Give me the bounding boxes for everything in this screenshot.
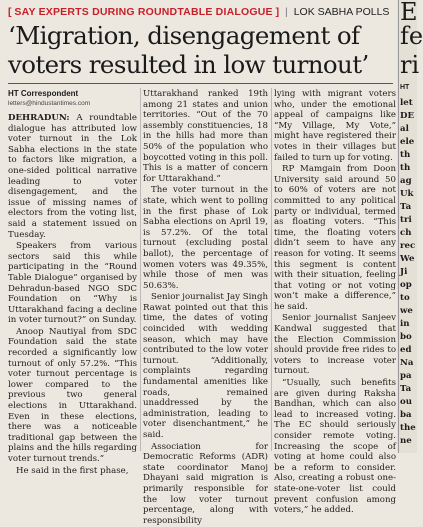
byline-email: letters@hindustantimes.com (8, 100, 91, 107)
edge-text-fragment: tri (400, 215, 412, 225)
paragraph: The voter turnout in the state, which went to polling in the first phase of Lok Sabha elections on April 19, is 57.2%. Of the total turnout (excluding postal ballot), the percentage of women voters was 49.35%, while those of men was 50.63%. (143, 185, 268, 291)
edge-text-fragment: Ta (400, 384, 412, 394)
edge-text-fragment: rec (400, 241, 416, 251)
edge-separator (398, 0, 399, 453)
paragraph: Uttarakhand ranked 19th among 21 states and union territories. “Out of the 70 assembly constituencies, 18 in the hills had more than 50% of the population who boycotted voting in this poll. This is a matter of concern for Uttarakhand.” (143, 89, 268, 184)
adjacent-article-edge (397, 0, 423, 453)
column-divider (140, 88, 141, 451)
edge-text-fragment: al (400, 124, 409, 134)
edge-text-fragment: to (400, 293, 410, 303)
headline (8, 21, 393, 79)
paragraph-text: A roundtable dialogue has attributed low voter turnout in the Lok Sabha elections in the state to factors like migration, a one-sided political narrative leading to voter disengagement, and the issue of missing names of electors from the voting list, said a statement issued on Tuesday. (8, 113, 138, 240)
kicker-close-bracket: ] (275, 6, 280, 18)
edge-text-fragment: th (400, 150, 411, 160)
edge-text-fragment: ou (400, 397, 412, 407)
edge-text-fragment: we (400, 306, 413, 316)
edge-text-fragment: Ta (400, 202, 412, 212)
paragraph: “Usually, such benefits are given during Raksha Bandhan, which can also lead to increased voting. The EC should seriously consider remote voting. Increasing the scope of voting at home could also be a reform to consider. Also, creating a robust one-state-one-voter list could prevent confusion among voters,” he added. (274, 378, 396, 516)
headline-line-2: voters resulted in low turnout’ (8, 50, 369, 79)
paragraph: Senior journalist Sanjeev Kandwal suggested that the Election Commission should provide free rides to voters to increase voter turnout. (274, 313, 396, 377)
edge-text-fragment: ch (400, 228, 412, 238)
edge-text-fragment: Ji (400, 267, 408, 277)
paragraph: Senior journalist Jay Singh Rawat pointed out that this time, the dates of voting coincided with wedding season, which may have contributed to the low voter turnout. “Additionally, complaints regarding fundamental amenities like roads, remained unaddressed by the administration, leading to voter disenchantment,” he said. (143, 292, 268, 440)
edge-text-fragment: th (400, 163, 411, 173)
paragraph (8, 113, 137, 240)
edge-text-fragment: ba (400, 410, 412, 420)
edge-headline-fragment: fe (400, 22, 423, 50)
edge-text-fragment: pa (400, 371, 412, 381)
edge-text-fragment: bo (400, 332, 412, 342)
edge-text-fragment: the (400, 423, 416, 433)
edge-text-fragment: in (400, 319, 410, 329)
article-column-2 (143, 89, 268, 527)
paragraph: Association for Democratic Reforms (ADR) state coordinator Manoj Dhayani said migration is primarily responsible for the low voter turnout percentage, along with responsibility (143, 441, 268, 526)
edge-byline-fragment: HT (400, 84, 410, 91)
edge-text-fragment: Uk (400, 189, 414, 199)
edge-text-fragment: DE (400, 111, 415, 121)
paragraph: Anoop Nautiyal from SDC Foundation said the state recorded a significantly low turnout of only 57.2%. “This voter turnout percentage is lower compared to the previous two general elections in Uttarakhand. Even in these elections, there was a noticeable traditional gap between the plains and the hills regarding voter turnout trends.” (8, 326, 137, 464)
edge-text-fragment: op (400, 280, 412, 290)
edge-text-fragment: let (400, 98, 413, 108)
paragraph: RP Mamgain from Doon University said around 50 to 60% of voters are not committed to any political party or individual, termed as floating voters. “This time, the floating voters didn’t seem to have any reason for voting. It seems this segment is content with their situation, feeling that voting or not voting won’t make a difference,” he said. (274, 164, 396, 312)
edge-text-fragment: ag (400, 176, 412, 186)
edge-text-fragment: ele (400, 137, 415, 147)
edge-text-fragment: ed (400, 345, 412, 355)
paragraph: Speakers from various sectors said this while participating in the “Round Table Dialogue” organised by Dehradun-based NGO SDC Foundation on “Why is Uttarakhand facing a decline in voter turnout?” on Sunday. (8, 241, 137, 326)
edge-text-fragment: We (400, 254, 415, 264)
section-kicker (8, 5, 388, 19)
kicker-open-bracket: [ (8, 6, 12, 18)
edge-text-fragment: ne (400, 436, 412, 446)
edge-headline-fragment: ri (400, 51, 420, 79)
byline: HT Correspondent (8, 89, 79, 98)
dateline: DEHRADUN: (8, 113, 70, 123)
edge-text-fragment: Na (400, 358, 414, 368)
article-column-1 (8, 89, 137, 477)
article-column-3 (274, 89, 396, 517)
paragraph: He said in the first phase, (16, 465, 129, 476)
headline-line-1: ‘Migration, disengagement of (8, 21, 360, 50)
edge-headline-fragment: E (400, 0, 418, 26)
kicker-subsection: LOK SABHA POLLS (293, 6, 390, 18)
paragraph: lying with migrant voters who, under the emotional appeal of campaigns like “My Village, My Vote,” might have registered their votes in their villages but failed to turn up for voting. (274, 89, 396, 163)
kicker-section: SAY EXPERTS DURING ROUNDTABLE DIALOGUE (14, 6, 273, 18)
column-divider (271, 88, 272, 451)
kicker-separator: | (285, 6, 288, 18)
headline-rule (8, 83, 393, 84)
